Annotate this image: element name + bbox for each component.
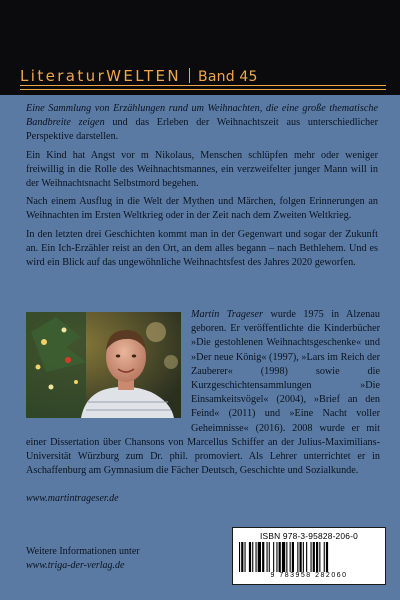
blurb-lead: Eine Sammlung von Erzählungen rund um Weihnachten, die eine große thematische Bandbreite zeigen: [26, 103, 378, 129]
barcode-bar: [319, 542, 320, 572]
author-bio: [26, 308, 380, 478]
barcode-bar: [303, 542, 304, 572]
publisher-url: www.triga-der-verlag.de: [26, 560, 125, 571]
barcode-bar: [300, 542, 302, 572]
author-name: Martin Trageser: [191, 309, 263, 320]
blurb-lead-rest: und das Erleben der Weihnachtszeit aus unterschiedlicher Perspektive darstellen.: [26, 117, 378, 143]
barcode-bar: [256, 542, 257, 572]
barcode-bar: [239, 542, 240, 572]
author-photo: [26, 312, 181, 418]
barcode-bar: [316, 542, 318, 572]
barcode-bar: [245, 542, 246, 572]
barcode-bar: [252, 542, 253, 572]
barcode-bar: [313, 542, 315, 572]
barcode-bar: [282, 542, 285, 572]
barcode-digits: 9 783958 282060: [270, 572, 348, 579]
barcode-bar: [290, 542, 291, 572]
blurb-paragraph-4: In den letzten drei Geschichten kommt man in der Gegenwart und sogar der Zukunft an. Ein Ich-Erzähler reist an den Ort, an dem alles begann – nach Bethlehem. Und es wird ein Blick auf das ungewöhnliche Weihnachtsfest des Jahres 2020 geworfen.: [26, 228, 378, 269]
barcode-bar: [258, 542, 261, 572]
barcode-bars: [239, 542, 379, 572]
author-website: www.martintrageser.de: [26, 493, 119, 504]
barcode-bar: [262, 542, 264, 572]
author-bio-text: wurde 1975 in Alzenau geboren. Er veröffentlichte die Kinderbücher »Die gestohlenen Weihnachtsgeschenke« und »Der neue König« (1997), »Lars im Reich der Zauberer« (1998) sowie die Kurzgeschichtensammlungen »Die Einsamkeitsvögel« (2004), »Brief an den Feind« (2011) und »Eine Nacht voller Geheimnisse« (2016). 2008 wurde er mit einer Dissertation über Chansons von Marcellus Schiffer an der Julius-Maximilians-Universität Würzburg zum Dr. phil. promoviert. Als Lehrer unterrichtet er in Aschaffenburg am Gymnasium die Fächer Deutsch, Geschichte und Sozialkunde.: [26, 309, 380, 477]
volume-label: Band 45: [198, 69, 258, 85]
barcode-bar: [297, 542, 298, 572]
publisher-info: [26, 545, 140, 573]
barcode-bar: [311, 542, 312, 572]
blurb-paragraph-3: Nach einem Ausflug in die Welt der Mythen und Märchen, folgen Erinnerungen an Weihnachten im Ersten Weltkrieg oder in der Zeit nach dem Zweiten Weltkrieg.: [26, 196, 378, 222]
barcode-bar: [306, 542, 307, 572]
barcode-bar: [276, 542, 277, 572]
blurb-paragraph-2: Ein Kind hat Angst vor m Nikolaus, Menschen schlüpfen mehr oder weniger freiwillig in die Rolle des Weihnachtsmannes, ein verzweifelter junger Mann will in der Weihnachtsnacht Selbstmord begehen.: [26, 149, 378, 190]
barcode-bar: [267, 542, 268, 572]
header-rule-top: [20, 85, 386, 86]
isbn-barcode: [232, 527, 386, 585]
blurb-paragraph-1: [26, 102, 378, 145]
barcode-bar: [241, 542, 243, 572]
series-title-part2: WELTEN: [106, 67, 182, 85]
barcode-bar: [326, 542, 328, 572]
book-blurb: [26, 102, 378, 274]
author-photo-illustration: [26, 312, 181, 418]
publisher-info-label: Weitere Informationen unter: [26, 546, 140, 557]
barcode-bar: [292, 542, 294, 572]
header-rule-bottom: [20, 89, 386, 90]
barcode-bar: [269, 542, 270, 572]
barcode-bar: [273, 542, 274, 572]
isbn-text: ISBN 978-3-95828-206-0: [260, 531, 358, 541]
barcode-bar: [286, 542, 287, 572]
barcode-bar: [279, 542, 281, 572]
series-title: [20, 66, 258, 85]
series-divider: [189, 68, 190, 83]
series-title-part1: Literatur: [20, 67, 107, 85]
barcode-bar: [324, 542, 325, 572]
barcode-bar: [249, 542, 251, 572]
